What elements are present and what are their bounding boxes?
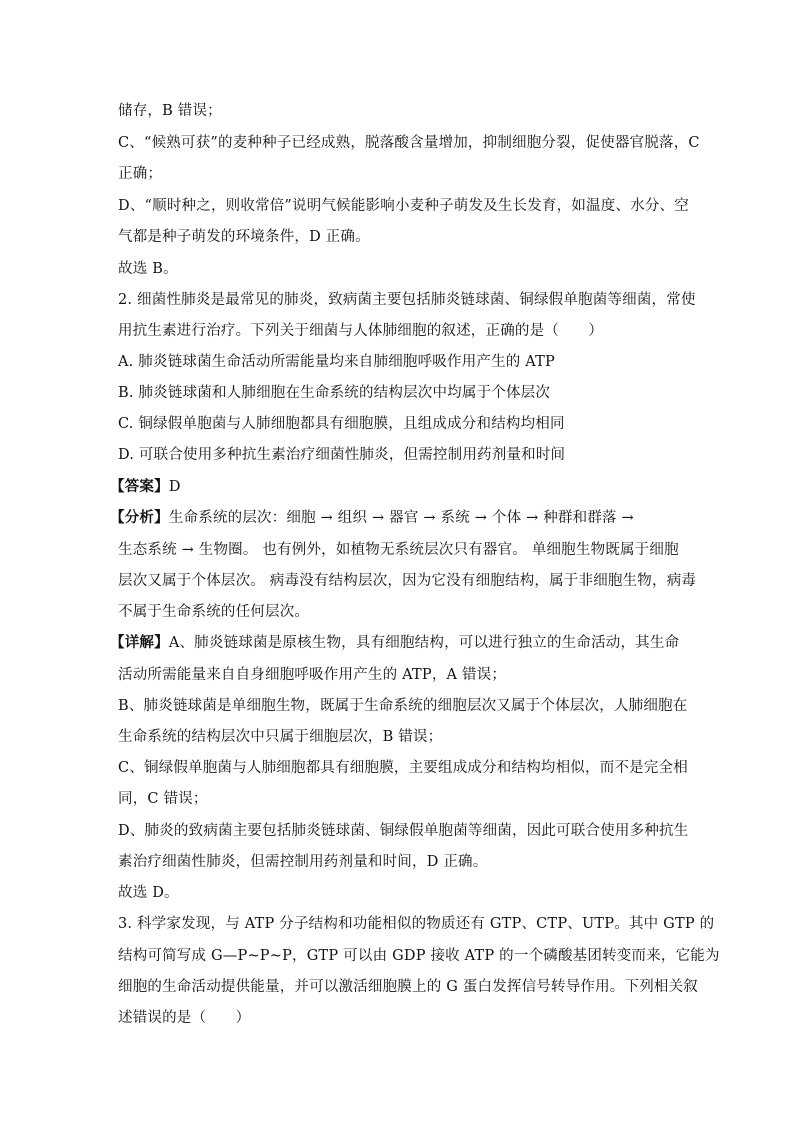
question-3-stem: 述错误的是（ ） (118, 1010, 251, 1026)
question-3-stem: 3. 科学家发现，与 ATP 分子结构和功能相似的物质还有 GTP、CTP、UTP。其中 GTP 的 (118, 916, 715, 932)
text-line: 故选 B。 (118, 261, 178, 277)
detail-text: 素治疗细菌性肺炎，但需控制用药剂量和时间，D 正确。 (118, 854, 488, 870)
answer-text: D (168, 479, 181, 495)
option-c: C. 铜绿假单胞菌与人肺细胞都具有细胞膜，且组成成分和结构均相同 (118, 416, 565, 432)
answer-tag: 【答案】 (110, 478, 169, 495)
analysis-text: 生命系统的层次：细胞 → 组织 → 器官 → 系统 → 个体 → 种群和群落 → (168, 510, 634, 526)
analysis-tag: 【分析】 (110, 509, 169, 526)
text-line: 储存，B 错误； (118, 103, 222, 119)
option-d: D. 可联合使用多种抗生素治疗细菌性肺炎，但需控制用药剂量和时间 (118, 447, 566, 463)
detail-line (110, 633, 679, 653)
question-2-stem: 2. 细菌性肺炎是最常见的肺炎，致病菌主要包括肺炎链球菌、铜绿假单胞菌等细菌，常使 (118, 292, 696, 308)
detail-text: 生命系统的结构层次中只属于细胞层次，B 错误； (118, 729, 443, 745)
detail-text: 故选 D。 (118, 885, 179, 901)
analysis-text: 层次又属于个体层次。 病毒没有结构层次，因为它没有细胞结构，属于非细胞生物，病毒 (118, 573, 697, 589)
detail-text: D、肺炎的致病菌主要包括肺炎链球菌、铜绿假单胞菌等细菌，因此可联合使用多种抗生 (118, 823, 689, 839)
analysis-text: 生态系统 → 生物圈。 也有例外，如植物无系统层次只有器官。 单细胞生物既属于细胞 (118, 542, 679, 558)
answer-line (110, 477, 181, 497)
detail-tag: 【详解】 (110, 634, 169, 651)
detail-text: C、铜绿假单胞菌与人肺细胞都具有细胞膜，主要组成成分和结构均相似，而不是完全相 (118, 760, 688, 776)
detail-text: A、肺炎链球菌是原核生物，具有细胞结构，可以进行独立的生命活动，其生命 (168, 635, 680, 651)
option-b: B. 肺炎链球菌和人肺细胞在生命系统的结构层次中均属于个体层次 (118, 385, 551, 401)
analysis-line (110, 508, 634, 528)
text-line: 气都是种子萌发的环境条件，D 正确。 (118, 229, 370, 245)
option-a: A. 肺炎链球菌生命活动所需能量均来自肺细胞呼吸作用产生的 ATP (118, 354, 556, 370)
text-line: D、“顺时种之，则收常倍”说明气候能影响小麦种子萌发及生长发育，如温度、水分、空 (118, 198, 689, 214)
question-2-stem: 用抗生素进行治疗。下列关于细菌与人体肺细胞的叙述，正确的是（ ） (118, 323, 604, 339)
text-line: C、“候熟可获”的麦种种子已经成熟，脱落酸含量增加，抑制细胞分裂，促使器官脱落，C (118, 135, 700, 151)
analysis-text: 不属于生命系统的任何层次。 (118, 604, 310, 620)
question-3-stem: 细胞的生命活动提供能量，并可以激活细胞膜上的 G 蛋白发挥信号转导作用。下列相关叙 (118, 979, 698, 995)
detail-text: 活动所需能量来自自身细胞呼吸作用产生的 ATP，A 错误； (118, 667, 507, 683)
text-line: 正确； (118, 166, 163, 182)
detail-text: B、肺炎链球菌是单细胞生物，既属于生命系统的细胞层次又属于个体层次，人肺细胞在 (118, 698, 688, 714)
detail-text: 同，C 错误； (118, 791, 208, 807)
question-3-stem: 结构可简写成 G—P~P~P，GTP 可以由 GDP 接收 ATP 的一个磷酸基团转变而来，它能为 (118, 948, 720, 964)
